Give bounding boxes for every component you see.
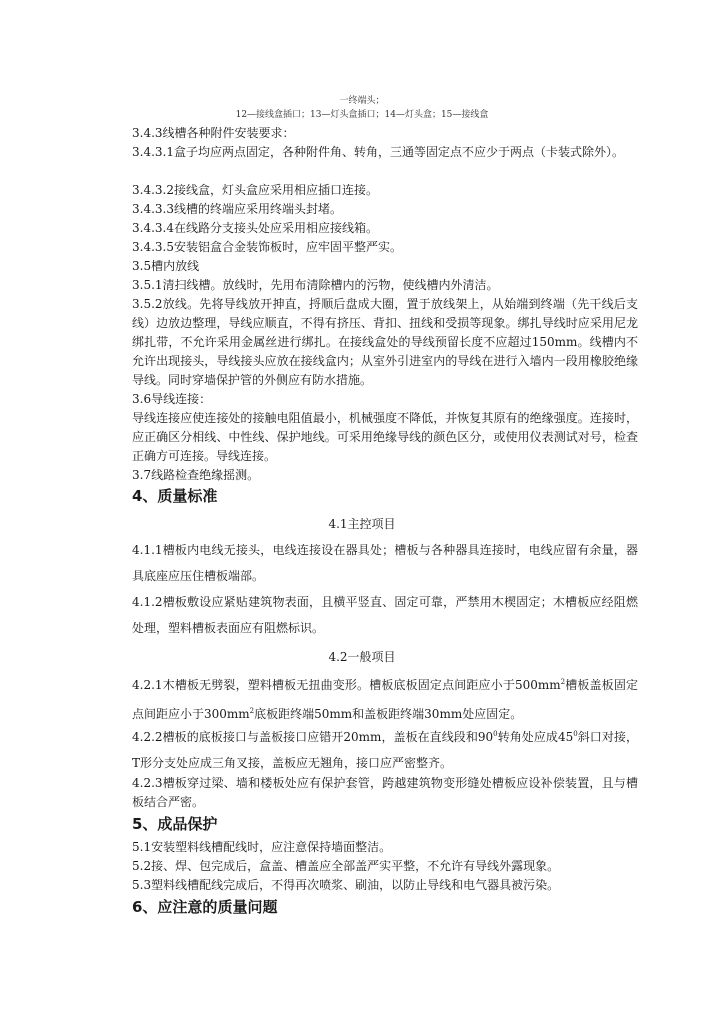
section-3-4-3-title: 3.4.3线槽各种附件安装要求： (132, 126, 295, 140)
paragraph-3-4-3-1: 3.4.3.1盒子均应两点固定，各种附件角、转角，三通等固定点不应少于两点（卡装式除外）。 (132, 145, 624, 159)
paragraph-3-5-1: 3.5.1清扫线槽。放线时，先用布清除槽内的污物，使线槽内外清洁。 (132, 278, 499, 292)
section-3-5-title: 3.5槽内放线 (132, 259, 200, 273)
paragraph-3-4-3-3: 3.4.3.3线槽的终端应采用终端头封堵。 (132, 202, 342, 216)
section-3-6-title: 3.6导线连接： (132, 392, 212, 406)
heading-product-protection: 5、成品保护 (132, 815, 218, 833)
section-4-1-title: 4.1主控项目 (328, 517, 396, 531)
paragraph-3-6: 导线连接应使连接处的接触电阻值最小，机械强度不降低，并恢复其原有的绝缘强度。连接时，应正确区分相线、中性线、保护地线。可采用绝缘导线的颜色区分，或使用仪表测试对号，检查正确方可连接。导线连接。 (132, 411, 638, 463)
paragraph-3-7: 3.7线路检查绝缘摇测。 (132, 468, 260, 482)
caption-line-2: 12—接线盒插口；13—灯头盒插口；14—灯头盒；15—接线盒 (235, 110, 489, 120)
paragraph-3-4-3-2: 3.4.3.2接线盒，灯头盒应采用相应插口连接。 (132, 183, 378, 197)
heading-quality-standard: 4、质量标准 (132, 487, 218, 505)
paragraph-4-2-1: 4.2.1木槽板无劈裂，塑料槽板无扭曲变形。槽板底板固定点间距应小于$500mm^2$槽板盖板固定点间距应小于$300mm^2$底板距终端50mm和盖板距终端30mm处应固定。 (132, 678, 638, 721)
paragraph-4-2-2: 4.2.2槽板的底板接口与盖板接口应错开20mm，盖板在直线段和$90^0$转角处应成$45^0$斜口对接，T形分支处应成三角叉接，盖板应无翘角，接口应严密整齐。 (132, 730, 638, 770)
paragraph-3-5-2: 3.5.2放线。先将导线放开抻直，捋顺后盘成大圈，置于放线架上，从始端到终端（先干线后支线）边放边整理，导线应顺直，不得有挤压、背扣、扭线和受损等现象。绑扎导线时应采用尼龙绑扎带，不允许采用金属丝进行绑扎。在接线盒处的导线预留长度不应超过150mm。线槽内不允许出现接头，导线接头应放在接线盒内；从室外引进室内的导线在进行入墙内一段用橡胶绝缘导线。同时穿墙保护管的外侧应有防水措施。 (132, 297, 638, 387)
paragraph-3-4-3-4: 3.4.3.4在线路分支接头处应采用相应接线箱。 (132, 221, 378, 235)
paragraph-4-2-3: 4.2.3槽板穿过梁、墙和楼板处应有保护套管，跨越建筑物变形缝处槽板应设补偿装置，且与槽板结合严密。 (132, 776, 638, 809)
paragraph-5-3: 5.3塑料线槽配线完成后，不得再次喷浆、刷油，以防止导线和电气器具被污染。 (132, 878, 560, 892)
paragraph-5-2: 5.2接、焊、包完成后，盒盖、槽盖应全部盖严实平整，不允许有导线外露现象。 (132, 859, 560, 873)
paragraph-5-1: 5.1安装塑料线槽配线时，应注意保持墙面整洁。 (132, 840, 392, 854)
paragraph-4-1-2: 4.1.2槽板敷设应紧贴建筑物表面，且横平竖直、固定可靠，严禁用木楔固定；木槽板应经阻燃处理，塑料槽板表面应有阻燃标识。 (132, 595, 638, 635)
caption-line-1: 一终端头； (339, 96, 385, 106)
section-4-2-title: 4.2一般项目 (328, 650, 396, 664)
paragraph-4-1-1: 4.1.1槽板内电线无接头，电线连接设在器具处；槽板与各种器具连接时，电线应留有余量，器具底座应压住槽板端部。 (132, 543, 638, 583)
paragraph-3-4-3-5: 3.4.3.5安装铝盒合金装饰板时，应牢固平整严实。 (132, 240, 402, 254)
heading-quality-issues: 6、应注意的质量问题 (132, 898, 278, 916)
